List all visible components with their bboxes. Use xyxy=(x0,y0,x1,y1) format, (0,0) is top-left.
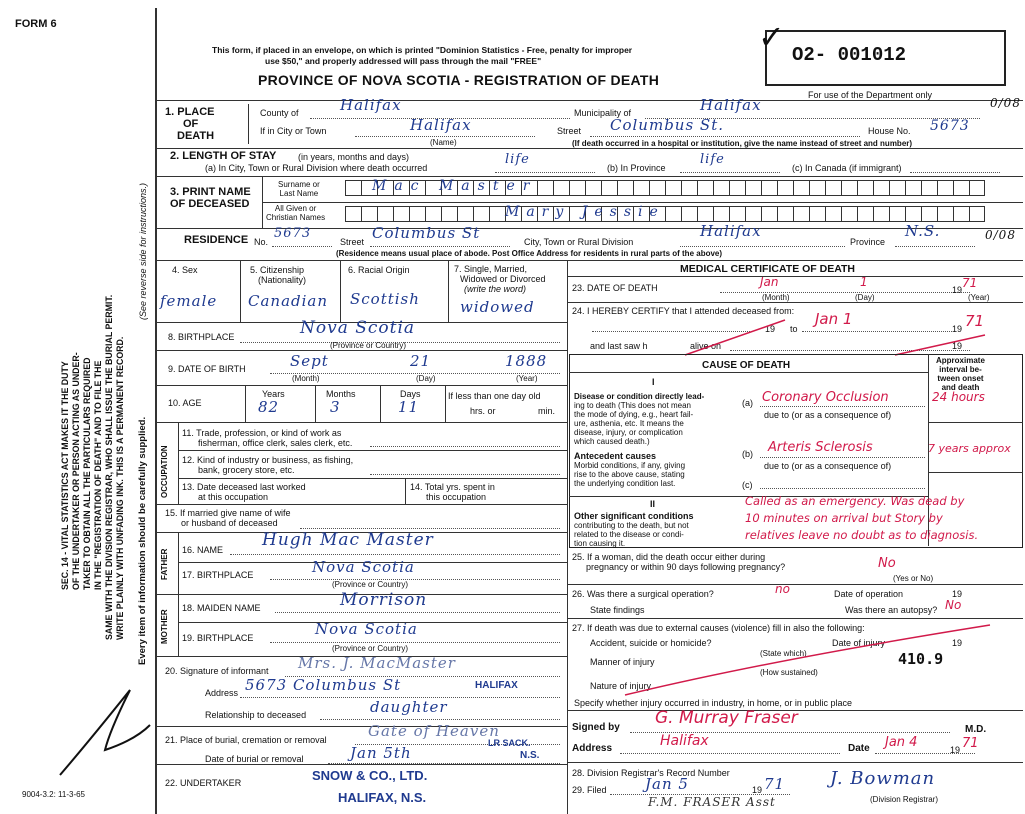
min-label: min. xyxy=(538,406,556,416)
dept-code-1: 0/08 xyxy=(990,96,1021,110)
residence-no-label: No. xyxy=(254,237,269,247)
margin-line-5: SAME WITH THE DIVISION REGISTRAR, WHO SHALL ISSUE THE BURIAL PERMIT. xyxy=(104,294,114,640)
months-label: Months xyxy=(326,389,356,399)
mother-birthplace-note: (Province or Country) xyxy=(332,644,409,653)
q23-label: 23. DATE OF DEATH xyxy=(572,283,658,293)
burial-date-stamp: N.S. xyxy=(520,750,540,761)
undertaker-stamp-2: HALIFAX, N.S. xyxy=(338,790,427,805)
marital-label: 7. Single, Married, Widowed or Divorced (write the word) xyxy=(454,264,546,294)
scribble-mark xyxy=(50,680,160,790)
interval-header: Approximate interval be- tween onset and death xyxy=(936,356,985,392)
undertaker-label: 22. UNDERTAKER xyxy=(165,778,242,788)
dob-day-lbl: (Day) xyxy=(416,374,436,383)
burial-place-label: 21. Place of burial, cremation or removal xyxy=(165,735,327,745)
q14-label: 14. Total yrs. spent in this occupation xyxy=(410,482,495,502)
city-value: Halifax xyxy=(410,116,472,134)
to-century: 19 xyxy=(952,324,963,334)
house-label: House No. xyxy=(868,126,911,136)
attended-to-year: 71 xyxy=(965,312,985,330)
age-label: 10. AGE xyxy=(168,398,202,408)
header-note-2: use $50," and properly addressed will pass through the mail "FREE" xyxy=(265,56,542,66)
stay-a-value: life xyxy=(505,152,530,167)
registrar-signature: J. Bowman xyxy=(830,768,936,789)
nature-label: Nature of injury xyxy=(590,681,652,691)
undertaker-stamp-1: SNOW & CO., LTD. xyxy=(312,768,428,783)
sign-century: 19 xyxy=(950,745,961,755)
q24-label: 24. I HEREBY CERTIFY that I attended deceased from: xyxy=(572,306,795,316)
strike-line-1 xyxy=(680,310,790,360)
birthplace-value: Nova Scotia xyxy=(300,318,416,338)
accident-label: Accident, suicide or homicide? xyxy=(590,638,712,648)
remark-line-2: 10 minutes on arrival but Story by xyxy=(745,511,943,525)
disease-label: Disease or condition directly lead- ing to death (This does not mean the mode of dying, e.g., heart fail- ure, asthenia, etc. It means the disease, injury, or complication which caused death.) xyxy=(574,392,705,446)
hrs-label: hrs. or xyxy=(470,406,496,416)
days-label: Days xyxy=(400,389,421,399)
stay-b-value: life xyxy=(700,152,725,167)
cause-a-label: (a) xyxy=(742,398,753,408)
father-birthplace-note: (Province or Country) xyxy=(332,580,409,589)
house-value: 5673 xyxy=(930,118,970,134)
residence-street-label: Street xyxy=(340,237,365,247)
stay-a-label: (a) In City, Town or Rural Division where death occurred xyxy=(205,163,428,173)
burial-date: Jan 5th xyxy=(350,744,412,762)
less-day-label: If less than one day old xyxy=(448,391,541,401)
margin-line-2: OF THE UNDERTAKER OR PERSON ACTING AS UNDER- xyxy=(71,352,81,590)
dob-month-lbl: (Month) xyxy=(292,374,320,383)
residence-province: N.S. xyxy=(905,222,941,240)
autopsy-answer: No xyxy=(945,598,962,612)
mother-side-label: MOTHER xyxy=(160,609,169,644)
stay-c-label: (c) In Canada (if immigrant) xyxy=(792,163,902,173)
from-century: 19 xyxy=(765,324,776,334)
margin-line-7: (See reverse side for instructions.) xyxy=(138,182,148,320)
father-side-label: FATHER xyxy=(160,548,169,580)
given-label: All Given or Christian Names xyxy=(266,204,326,222)
registrar-title: (Division Registrar) xyxy=(870,795,939,804)
margin-line-4: IN THE "REGISTRATION OF DEATH" AND TO FILE THE xyxy=(93,360,103,590)
place-label: 1. PLACE OF DEATH xyxy=(165,106,215,142)
mother-maiden-label: 18. MAIDEN NAME xyxy=(182,603,261,613)
sex-value: female xyxy=(160,292,218,310)
death-century: 19 xyxy=(952,285,963,295)
state-which-note: (State which) xyxy=(760,649,807,658)
form-number: FORM 6 xyxy=(15,18,57,30)
years-label: Years xyxy=(262,389,285,399)
cause-b-label: (b) xyxy=(742,449,753,459)
specify-label: Specify whether injury occurred in industry, in home, or in public place xyxy=(574,698,852,708)
surname-value: Mac Master xyxy=(372,178,538,194)
burial-date-label: Date of burial or removal xyxy=(205,754,304,764)
residence-label: RESIDENCE xyxy=(184,234,249,246)
signed-by-label: Signed by xyxy=(572,722,620,733)
dob-year: 1888 xyxy=(505,352,548,370)
name-note: (Name) xyxy=(430,138,457,147)
dept-code-2: 0/08 xyxy=(985,228,1016,242)
informant-sig-label: 20. Signature of informant xyxy=(165,666,269,676)
alive-century: 19 xyxy=(952,341,963,351)
md-label: M.D. xyxy=(965,724,987,735)
birthplace-label: 8. BIRTHPLACE xyxy=(168,332,235,342)
stay-note: (in years, months and days) xyxy=(298,152,410,162)
filed-year: 71 xyxy=(764,775,786,793)
q26-label: 26. Was there a surgical operation? xyxy=(572,589,714,599)
cause-b: Arteris Sclerosis xyxy=(768,440,873,455)
medical-header: MEDICAL CERTIFICATE OF DEATH xyxy=(680,263,855,275)
q13-label: 13. Date deceased last worked at this occupation xyxy=(182,482,306,502)
street-label: Street xyxy=(557,126,582,136)
father-birthplace: Nova Scotia xyxy=(312,558,415,576)
mother-maiden: Morrison xyxy=(340,590,428,610)
death-year-lbl: (Year) xyxy=(968,293,990,302)
citizenship-value: Canadian xyxy=(248,292,329,310)
checkmark-icon: ✓ xyxy=(758,19,785,55)
certificate-number-box xyxy=(765,30,1006,86)
date-op-label: Date of operation xyxy=(834,589,904,599)
q11-label: 11. Trade, profession, or kind of work as fisherman, office clerk, sales clerk, etc. xyxy=(182,428,353,448)
father-birthplace-label: 17. BIRTHPLACE xyxy=(182,570,254,580)
injury-century: 19 xyxy=(952,638,963,648)
q28-label: 28. Division Registrar's Record Number xyxy=(572,768,730,778)
city-label: If in City or Town xyxy=(260,126,327,136)
manner-code: 410.9 xyxy=(898,650,944,668)
residence-no: 5673 xyxy=(274,226,312,241)
header-note-1: This form, if placed in an envelope, on which is printed "Dominion Statistics - Free, penalty for improper xyxy=(212,45,633,55)
mother-birthplace: Nova Scotia xyxy=(315,620,418,638)
given-value: Mary Jessie xyxy=(505,204,665,220)
death-day: 1 xyxy=(860,275,868,289)
informant-rel-label: Relationship to deceased xyxy=(205,710,307,720)
death-day-lbl: (Day) xyxy=(855,293,875,302)
due-to-2: due to (or as a consequence of) xyxy=(764,461,892,471)
sign-year: 71 xyxy=(962,736,979,751)
surname-label: Surname or Last Name xyxy=(278,180,320,198)
informant-signature: Mrs. J. MacMaster xyxy=(298,654,456,672)
county-value: Halifax xyxy=(340,96,402,114)
state-findings-label: State findings xyxy=(590,605,645,615)
cause-c-label: (c) xyxy=(742,480,753,490)
due-to-1: due to (or as a consequence of) xyxy=(764,410,892,420)
physician-address: Halifax xyxy=(660,733,709,749)
attended-to: Jan 1 xyxy=(815,310,853,328)
op-century: 19 xyxy=(952,589,963,599)
cause-b-interval: 7 years approx xyxy=(928,442,1011,455)
stay-label: 2. LENGTH OF STAY xyxy=(170,150,277,162)
informant-address-stamp: HALIFAX xyxy=(475,680,518,691)
informant-addr-label: Address xyxy=(205,688,239,698)
burial-place: Gate of Heaven xyxy=(368,722,500,740)
filed-date: Jan 5 xyxy=(645,775,689,793)
months-value: 3 xyxy=(330,398,341,416)
q29-label: 29. Filed xyxy=(572,785,607,795)
dept-use-note: For use of the Department only xyxy=(808,90,933,100)
municipality-label: Municipality of xyxy=(574,108,632,118)
cause-a: Coronary Occlusion xyxy=(762,390,889,405)
margin-line-3: TAKER TO OBTAIN ALL THE PARTICULARS REQUIRED xyxy=(82,357,92,590)
q25-answer: No xyxy=(878,556,896,571)
birthplace-note: (Province or Country) xyxy=(330,341,407,350)
informant-relationship: daughter xyxy=(370,698,448,716)
death-month: Jan xyxy=(760,275,779,289)
remark-line-3: relatives leave no doubt as to diagnosis. xyxy=(745,528,979,542)
certificate-number: O2- 001012 xyxy=(792,44,907,66)
margin-line-8: Every item of information should be carefully supplied. xyxy=(137,416,148,665)
residence-city: Halifax xyxy=(700,222,762,240)
municipality-value: Halifax xyxy=(700,96,762,114)
form-title: PROVINCE OF NOVA SCOTIA - REGISTRATION OF DEATH xyxy=(258,72,660,88)
residence-province-label: Province xyxy=(850,237,886,247)
q25-label: 25. If a woman, did the death occur either during pregnancy or within 90 days following pregnancy? xyxy=(572,552,786,572)
antecedent-label: Antecedent causes Morbid conditions, if any, giving rise to the above cause, stating the underlying condition last. xyxy=(574,451,686,488)
name-label: 3. PRINT NAME OF DECEASED xyxy=(170,186,251,210)
county-label: County of xyxy=(260,108,299,118)
filed-century: 19 xyxy=(752,785,763,795)
dob-month: Sept xyxy=(290,352,329,370)
stay-b-label: (b) In Province xyxy=(607,163,666,173)
margin-line-1: SEC. 14 - VITAL STATISTICS ACT MAKES IT THE DUTY xyxy=(60,361,70,590)
mother-birthplace-label: 19. BIRTHPLACE xyxy=(182,633,254,643)
racial-value: Scottish xyxy=(350,290,420,308)
days-value: 11 xyxy=(398,398,420,416)
sign-date: Jan 4 xyxy=(885,735,918,750)
clerk-signature: F.M. FRASER Asst xyxy=(648,795,776,809)
years-value: 82 xyxy=(258,398,280,416)
death-month-lbl: (Month) xyxy=(762,293,790,302)
death-year: 71 xyxy=(962,276,978,290)
occupation-side-label: OCCUPATION xyxy=(160,445,169,498)
address-label: Address xyxy=(572,743,613,754)
margin-line-6: WRITE PLAINLY WITH UNFADING INK. THIS IS A PERMANENT RECORD. xyxy=(115,336,125,640)
q26-answer: no xyxy=(775,582,790,596)
date-injury-label: Date of injury xyxy=(832,638,886,648)
dob-day: 21 xyxy=(410,352,432,370)
street-value: Columbus St. xyxy=(610,116,724,134)
roman-1: I xyxy=(652,377,655,387)
q27-label: 27. If death was due to external causes (violence) fill in also the following: xyxy=(572,623,865,633)
dob-label: 9. DATE OF BIRTH xyxy=(168,364,246,374)
hospital-note: (If death occurred in a hospital or institution, give the name instead of street and number) xyxy=(572,139,913,148)
date-label: Date xyxy=(848,743,870,754)
residence-note: (Residence means usual place of abode. Post Office Address for residents in rural parts of the above) xyxy=(336,249,723,258)
strike-line-3 xyxy=(620,620,1000,700)
how-sustained-note: (How sustained) xyxy=(760,668,818,677)
other-conditions-label: Other significant conditions contributing to the death, but not related to the disease or condi- tion causing it. xyxy=(574,511,694,548)
residence-street: Columbus St xyxy=(372,224,481,242)
physician-signature: G. Murray Fraser xyxy=(655,708,798,728)
autopsy-label: Was there an autopsy? xyxy=(845,605,938,615)
informant-address: 5673 Columbus St xyxy=(245,676,402,694)
residence-city-label: City, Town or Rural Division xyxy=(524,237,634,247)
burial-place-stamp: LR SACK. xyxy=(488,738,531,748)
yes-no-note: (Yes or No) xyxy=(893,574,934,583)
sex-label: 4. Sex xyxy=(172,265,198,275)
citizenship-label: 5. Citizenship (Nationality) xyxy=(249,265,307,285)
father-name: Hugh Mac Master xyxy=(262,530,434,550)
form-code: 9004-3.2: 11-3-65 xyxy=(22,790,86,799)
q15-label: 15. If married give name of wife or husband of deceased xyxy=(165,508,291,528)
to-label: to xyxy=(790,324,798,334)
marital-value: widowed xyxy=(460,298,535,316)
last-saw-label: and last saw h xyxy=(590,341,648,351)
alive-on-label: alive on xyxy=(690,341,722,351)
dob-year-lbl: (Year) xyxy=(516,374,538,383)
given-cells xyxy=(345,206,985,222)
cause-a-interval: 24 hours xyxy=(932,390,985,404)
father-name-label: 16. NAME xyxy=(182,545,224,555)
roman-2: II xyxy=(650,499,656,509)
cause-header: CAUSE OF DEATH xyxy=(702,360,791,371)
racial-label: 6. Racial Origin xyxy=(348,265,410,275)
remark-line-1: Called as an emergency. Was dead by xyxy=(745,494,965,508)
q12-label: 12. Kind of industry or business, as fishing, bank, grocery store, etc. xyxy=(182,455,354,475)
manner-label: Manner of injury xyxy=(590,657,655,667)
